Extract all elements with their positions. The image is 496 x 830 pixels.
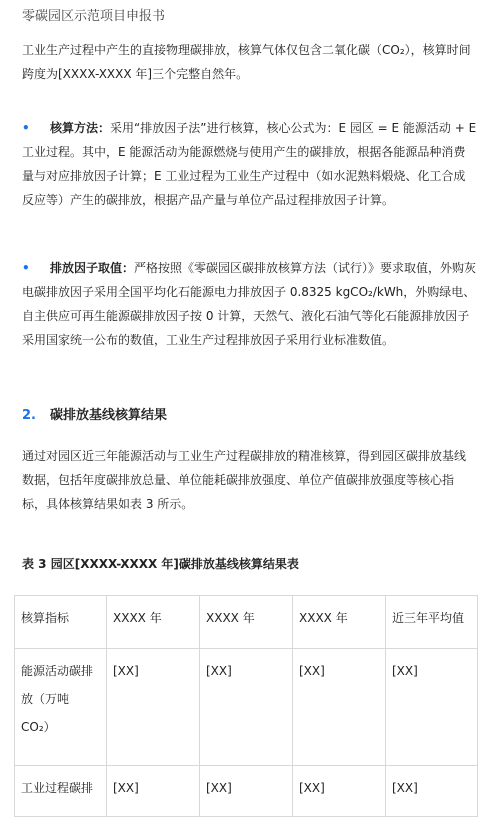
table-caption: 表 3 园区[XXXX-XXXX 年]碳排放基线核算结果表: [22, 557, 299, 571]
table-cell: [XX]: [200, 766, 293, 817]
intro-paragraph: 工业生产过程中产生的直接物理碳排放，核算气体仅包含二氧化碳（CO₂），核算时间跨度为[XXXX-XXXX 年]三个完整自然年。: [22, 43, 471, 81]
table-header-cell: XXXX 年: [107, 596, 200, 649]
table-header-cell: 核算指标: [15, 596, 107, 649]
table-cell: 能源活动碳排放（万吨 CO₂）: [15, 649, 107, 766]
table-cell: [XX]: [107, 649, 200, 766]
table-cell: [XX]: [293, 649, 386, 766]
table-row: [15, 766, 478, 817]
bullet-icon: •: [22, 121, 30, 135]
section-number: 2.: [22, 408, 36, 423]
section-paragraph: 通过对园区近三年能源活动与工业生产过程碳排放的精准核算，得到园区碳排放基线数据，包括年度碳排放总量、单位能耗碳排放强度、单位产值碳排放强度等核心指标，具体核算结果如表 3 所示。: [22, 449, 467, 511]
table-header-cell: XXXX 年: [200, 596, 293, 649]
baseline-table: [14, 595, 478, 817]
table-cell: [XX]: [200, 649, 293, 766]
bullet-text: 采用“排放因子法”进行核算，核心公式为：E 园区 = E 能源活动 + E 工业过程。其中，E 能源活动为能源燃烧与使用产生的碳排放，根据各能源品种消费量与对应排放因子计算；E 工业过程为工业生产过程中（如水泥熟料煅烧、化工合成反应等）产生的碳排放，根据产品产量与单位产品过程排放因子计算。: [22, 121, 477, 207]
bullet-icon: •: [22, 261, 30, 275]
section-heading: [22, 404, 167, 423]
table-header-cell: 近三年平均值: [386, 596, 478, 649]
section-title: 碳排放基线核算结果: [50, 408, 168, 423]
document-header: 零碳园区示范项目申报书: [22, 9, 166, 24]
table-cell: [XX]: [107, 766, 200, 817]
table-cell: [XX]: [293, 766, 386, 817]
bullet-title: 排放因子取值：: [50, 261, 135, 275]
bullet-text: 严格按照《零碳园区碳排放核算方法（试行）》要求取值，外购灰电碳排放因子采用全国平均化石能源电力排放因子 0.8325 kgCO₂/kWh，外购绿电、自主供应可再生能源碳排放因子按 0 计算，天然气、液化石油气等化石能源排放因子采用国家统一公布的数值，工业生产过程排放因子采用行业标准数值。: [22, 261, 477, 347]
table-row: [15, 649, 478, 766]
table-header-cell: XXXX 年: [293, 596, 386, 649]
table-cell: 工业过程碳排: [15, 766, 107, 817]
table-cell: [XX]: [386, 649, 478, 766]
bullet-item-factor: [22, 256, 477, 352]
table-cell: [XX]: [386, 766, 478, 817]
table-header-row: [15, 596, 478, 649]
bullet-title: 核算方法：: [50, 121, 111, 135]
bullet-item-method: [22, 116, 477, 212]
